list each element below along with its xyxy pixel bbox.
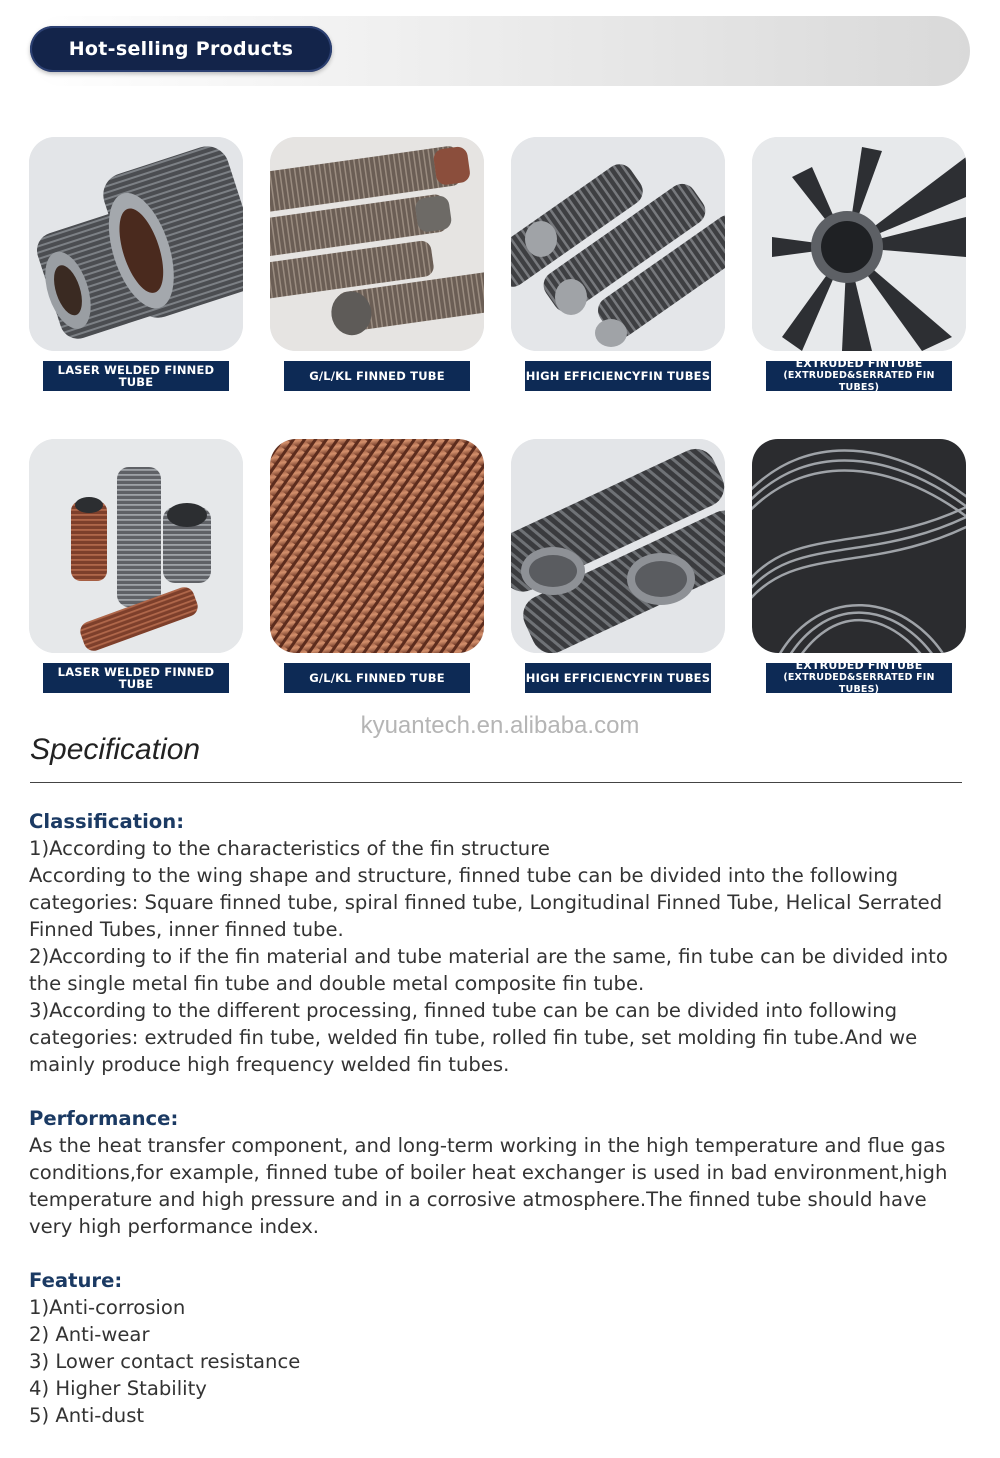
product-card[interactable] [270,439,484,685]
product-image[interactable] [752,439,966,653]
header-title-pill [30,26,332,72]
feature-heading: Feature: [29,1269,123,1292]
product-label: LASER WELDED FINNED TUBE [43,361,229,391]
feature-item: 5) Anti-dust [29,1404,145,1427]
performance-text: As the heat transfer component, and long-term working in the high temperature and flue gas conditions,for example, finned tube of boiler heat exchanger is used in bad environment,high temperature and high pressure and in a corrosive atmosphere.The finned tube should have very high performance index. [29,1134,948,1238]
product-image[interactable] [270,137,484,351]
product-card[interactable] [511,137,725,383]
product-label: G/L/KL FINNED TUBE [284,663,470,693]
product-label: HIGH EFFICIENCYFIN TUBES [525,663,711,693]
product-card[interactable] [270,137,484,383]
watermark: kyuantech.en.alibaba.com [360,712,640,739]
performance-heading: Performance: [29,1107,179,1130]
header-title: Hot-selling Products [68,38,294,60]
product-card[interactable] [752,137,966,393]
product-image[interactable] [511,439,725,653]
specification-title: Specification [30,733,201,766]
product-image[interactable] [270,439,484,653]
specification-body [29,808,969,1429]
product-label: HIGH EFFICIENCYFIN TUBES [525,361,711,391]
feature-item: 3) Lower contact resistance [29,1350,301,1373]
classification-line: 1)According to the characteristics of the fin structure [29,837,550,860]
product-label-sub: (EXTRUDED&SERRATED FIN TUBES) [783,370,935,393]
product-label: G/L/KL FINNED TUBE [284,361,470,391]
classification-heading: Classification: [29,810,185,833]
classification-line: 3)According to the different processing, finned tube can be can be divided into following categories: extruded fin tube, welded fin tube, rolled fin tube, set molding fin tube.And we mainly produce high frequency welded fin tubes. [29,999,918,1076]
product-label-sub: (EXTRUDED&SERRATED FIN TUBES) [783,672,935,695]
product-label [766,357,952,393]
classification-line: According to the wing shape and structure, finned tube can be divided into the following categories: Square finned tube, spiral finned tube, Longitudinal Finned Tube, Helical Serrated Finned Tubes, inner finned tube. [29,864,943,941]
product-image[interactable] [29,439,243,653]
product-image[interactable] [29,137,243,351]
product-label: LASER WELDED FINNED TUBE [43,663,229,693]
product-image[interactable] [752,137,966,351]
product-label-main: EXTRUDED FINTUBE [795,659,923,672]
divider [30,782,962,783]
product-label-main: EXTRUDED FINTUBE [795,357,923,370]
product-label [766,659,952,695]
feature-item: 1)Anti-corrosion [29,1296,186,1319]
product-card[interactable] [752,439,966,695]
product-image[interactable] [511,137,725,351]
feature-item: 4) Higher Stability [29,1377,207,1400]
classification-line: 2)According to if the fin material and tube material are the same, fin tube can be divided into the single metal fin tube and double metal composite fin tube. [29,945,948,995]
product-card[interactable] [29,137,243,389]
product-card[interactable] [29,439,243,691]
feature-item: 2) Anti-wear [29,1323,150,1346]
product-card[interactable] [511,439,725,685]
